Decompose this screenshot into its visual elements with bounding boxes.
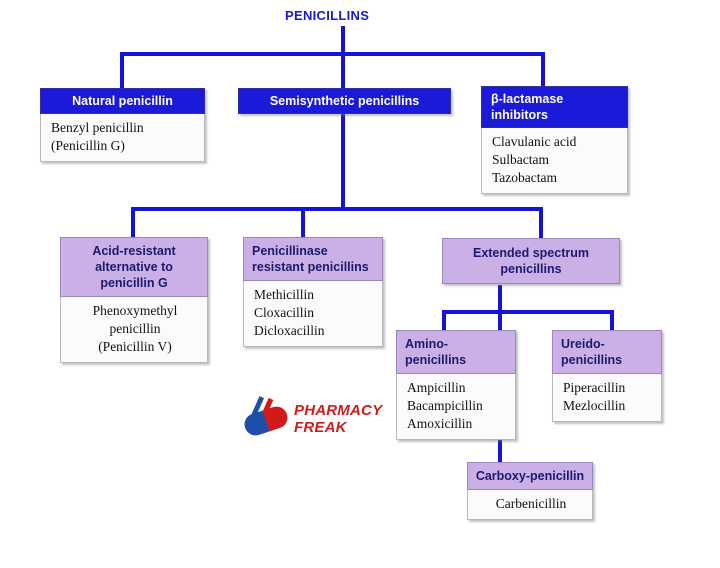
connector-tier2-bus — [131, 207, 543, 211]
connector-tier3-left — [442, 310, 446, 332]
node-carboxy-penicillin — [467, 462, 593, 520]
connector-tier1-bus — [120, 52, 545, 56]
node-betalactamase-inhibitors-header: β-lactamase inhibitors — [481, 86, 628, 128]
connector-tier2-mid — [301, 207, 305, 239]
connector-tier1-right — [541, 52, 545, 88]
connector-extended-down — [498, 285, 502, 313]
list-item: Phenoxymethyl — [92, 303, 178, 318]
connector-semisynthetic-down — [341, 114, 345, 210]
node-natural-penicillin — [40, 88, 205, 162]
node-acid-resistant-alternative-header: Acid-resistant alternative to penicillin G — [60, 237, 208, 297]
node-amino-penicillins-body — [396, 374, 516, 440]
list-item: Methicillin — [254, 287, 314, 302]
list-item: Ampicillin — [407, 380, 466, 395]
capsule-icon — [242, 404, 291, 439]
list-item: Amoxicillin — [407, 416, 473, 431]
node-natural-penicillin-header: Natural penicillin — [40, 88, 205, 114]
pharmacy-freak-watermark — [238, 398, 388, 446]
list-item: Dicloxacillin — [254, 323, 325, 338]
node-ureido-penicillins-body — [552, 374, 662, 422]
node-extended-spectrum-header: Extended spectrum penicillins — [442, 238, 620, 284]
connector-tier3-bus — [442, 310, 614, 314]
node-amino-penicillins-header: Amino-penicillins — [396, 330, 516, 374]
node-penicillinase-resistant-header: Penicillinase resistant penicillins — [243, 237, 383, 281]
list-item: Benzyl penicillin — [51, 120, 144, 135]
node-amino-penicillins — [396, 330, 516, 440]
list-item: Sulbactam — [492, 152, 549, 167]
connector-tier2-left — [131, 207, 135, 239]
watermark-line1: PHARMACY — [294, 402, 383, 419]
node-penicillinase-resistant — [243, 237, 383, 347]
list-item: (Penicillin G) — [51, 138, 125, 153]
list-item: Clavulanic acid — [492, 134, 577, 149]
connector-tier1-left — [120, 52, 124, 90]
node-ureido-penicillins-header: Ureido-penicillins — [552, 330, 662, 374]
list-item: Carbenicillin — [495, 496, 567, 511]
watermark-line2: FREAK — [294, 419, 347, 436]
list-item: (Penicillin V) — [98, 339, 172, 354]
node-extended-spectrum — [442, 238, 620, 284]
node-acid-resistant-alternative-body — [60, 297, 208, 363]
node-ureido-penicillins — [552, 330, 662, 422]
list-item: Bacampicillin — [407, 398, 483, 413]
list-item: penicillin — [109, 321, 161, 336]
watermark-text — [294, 402, 382, 436]
list-item: Mezlocillin — [563, 398, 626, 413]
node-penicillinase-resistant-body — [243, 281, 383, 347]
node-betalactamase-inhibitors — [481, 86, 628, 194]
node-carboxy-penicillin-header: Carboxy-penicillin — [467, 462, 593, 490]
connector-title-down — [341, 26, 345, 54]
node-semisynthetic-penicillins — [238, 88, 451, 114]
connector-tier3-right — [610, 310, 614, 332]
node-natural-penicillin-body — [40, 114, 205, 162]
connector-tier1-mid — [341, 52, 345, 90]
node-acid-resistant-alternative — [60, 237, 208, 363]
connector-tier2-right — [539, 207, 543, 239]
list-item: Piperacillin — [563, 380, 626, 395]
list-item: Tazobactam — [492, 170, 558, 185]
page-title: PENICILLINS — [285, 8, 370, 23]
node-carboxy-penicillin-body — [467, 490, 593, 520]
list-item: Cloxacillin — [254, 305, 314, 320]
node-betalactamase-inhibitors-body — [481, 128, 628, 194]
node-semisynthetic-penicillins-header: Semisynthetic penicillins — [238, 88, 451, 114]
